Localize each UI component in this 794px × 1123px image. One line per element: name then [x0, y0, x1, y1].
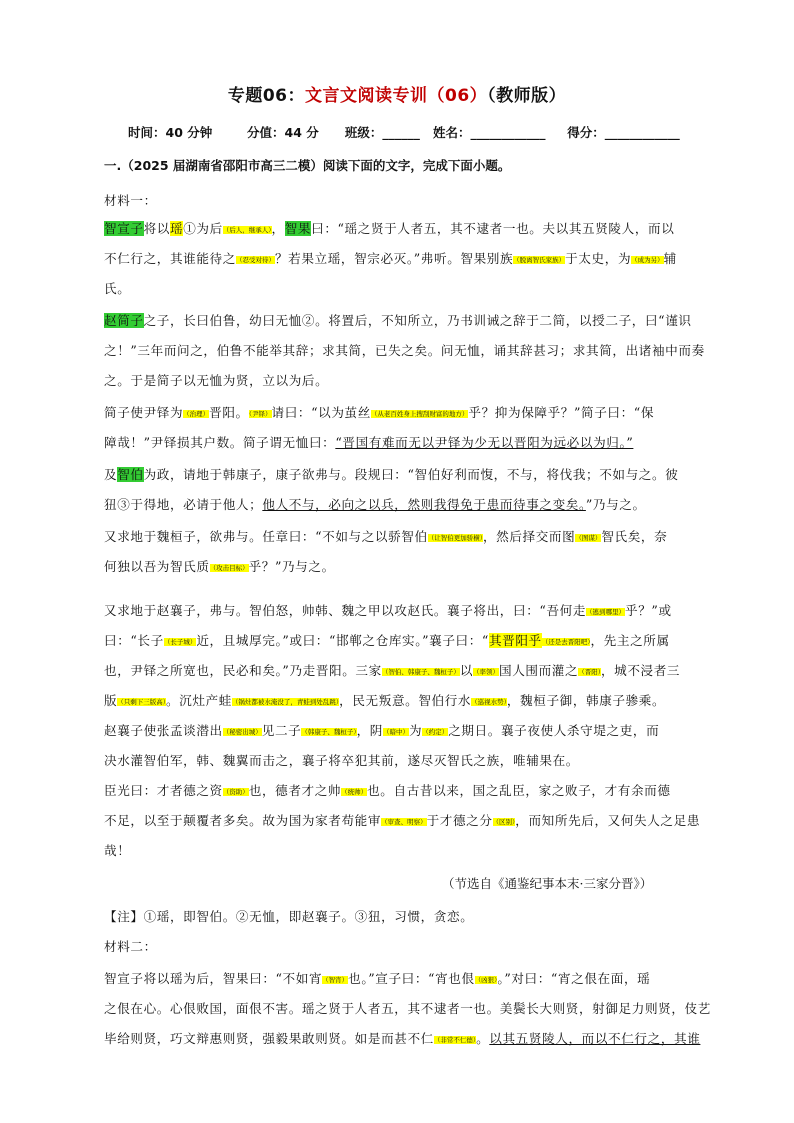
para-line: 赵襄子使张孟谈潜出（秘密出城）见二子（韩康子、魏桓子），阴（暗中）为（约定）之期日。襄子夜使人杀守堤之吏，而 — [104, 723, 660, 738]
para-line: 不足，以至于颠覆者多矣。故为国为家者苟能审（审查、明察）于才德之分（区别），而知所先后，又何失人之足患 — [104, 813, 701, 828]
para-line: 又求地于赵襄子，弗与。智伯怒，帅韩、魏之甲以攻赵氏。襄子将出，曰：“吾何走（逃到哪里）乎？”或 — [104, 603, 672, 618]
para-line: 氏。 — [104, 281, 131, 296]
para-line: 不仁行之，其谁能待之（忍受对待）？若果立瑶，智宗必灭。”弗听。智果别族（脱离智氏家族）于太史，为（成为另）辅 — [104, 251, 677, 266]
para-line: 智宣子将以瑶为后，智果曰：“不如宵（智宵）也。”宣子曰：“宵也佷（凶狠）。”对曰：“宵之佷在面，瑶 — [104, 971, 651, 986]
para-line: 之。于是简子以无恤为贤，立以为后。 — [104, 373, 329, 388]
para-line: 智宣子将以瑶①为后（后人，继承人），智果曰：“瑶之贤于人者五，其不逮者一也。夫以其五贤陵人，而以 — [104, 221, 675, 236]
para-line: 曰：“长子（长子城）近，且城厚完。”或曰：“邯郸之仓库实。”襄子曰：“其晋阳乎（还是去晋阳吧），先主之所属 — [104, 633, 670, 648]
para-line: 狃③于得地，必请于他人；他人不与，必向之以兵，然则我得免于患而待事之变矣。”乃与之。 — [104, 497, 646, 512]
para-line: 障哉！”尹铎损其户数。简子谓无恤曰：“晋国有难而无以尹铎为少无以晋阳为远必以为归。” — [104, 435, 634, 450]
para-line: 之！”三年而问之，伯鲁不能举其辞；求其简，已失之矣。问无恤，诵其辞甚习；求其简，出诸袖中而奏 — [104, 343, 705, 358]
para-line: 版（只剩下三版高）。沉灶产蛙（锅灶都被水淹没了，青蛙到处乱跳），民无叛意。智伯行水（巡视水势），魏桓子御，韩康子骖乘。 — [104, 693, 666, 708]
para-line: 毕给则贤，巧文辩惠则贤，强毅果敢则贤。如是而甚不仁（非常不仁德）。以其五贤陵人，而以不仁行之，其谁 — [104, 1031, 701, 1046]
para-line: 及智伯为政，请地于韩康子，康子欲弗与。段规曰：“智伯好利而愎，不与，将伐我；不如与之。彼 — [104, 467, 679, 482]
source-citation: （节选自《通鉴纪事本末·三家分晋》） — [442, 876, 653, 891]
para-line: 赵简子之子，长曰伯鲁，幼曰无恤②。将置后，不知所立，乃书训诫之辞于二简，以授二子，曰“谨识 — [104, 313, 692, 328]
para-line: 简子使尹铎为（治理）晋阳。（尹铎）请曰：“以为茧丝（从老百姓身上搜刮财富的地方）乎？抑为保障乎？”简子曰：“保 — [104, 405, 655, 420]
para-line: 臣光曰：才者德之资（资助）也，德者才之帅（统帅）也。自古昔以来，国之乱臣，家之败子，才有余而德 — [104, 783, 671, 798]
para-line: 也，尹铎之所宽也，民必和矣。”乃走晋阳。三家（智伯、韩康子、魏桓子）以（率领）国人围而灌之（晋阳），城不浸者三 — [104, 663, 681, 678]
material2-label: 材料二： — [104, 939, 157, 954]
notes: 【注】①瑶，即智伯。②无恤，即赵襄子。③狃，习惯，贪恋。 — [104, 909, 474, 924]
para-line: 又求地于魏桓子，欲弗与。任章曰：“不如与之以骄智伯（让智伯更加骄横），然后择交而图（图谋）智氏矣，奈 — [104, 529, 668, 544]
para-line: 决水灌智伯军，韩、魏翼而击之，襄子将卒犯其前，遂尽灭智氏之族，唯辅果在。 — [104, 753, 579, 768]
para-line: 之佷在心。心佷败国，面佷不害。瑶之贤于人者五，其不逮者一也。美鬓长大则贤，射御足力则贤，伎艺 — [104, 1001, 711, 1016]
exam-info: 时间：40 分钟 分值：44 分 班级：______ 姓名：____________ 得分：____________ — [128, 125, 680, 140]
question-heading: 一.（2025 届湖南省邵阳市高三二模）阅读下面的文字，完成下面小题。 — [104, 158, 511, 173]
material1-label: 材料一： — [104, 193, 157, 208]
para-line: 哉！ — [104, 843, 131, 858]
para-line: 何独以吾为智氏质（攻击目标）乎？”乃与之。 — [104, 559, 335, 574]
page-title: 专题06：文言文阅读专训（06）（教师版） — [227, 86, 567, 106]
